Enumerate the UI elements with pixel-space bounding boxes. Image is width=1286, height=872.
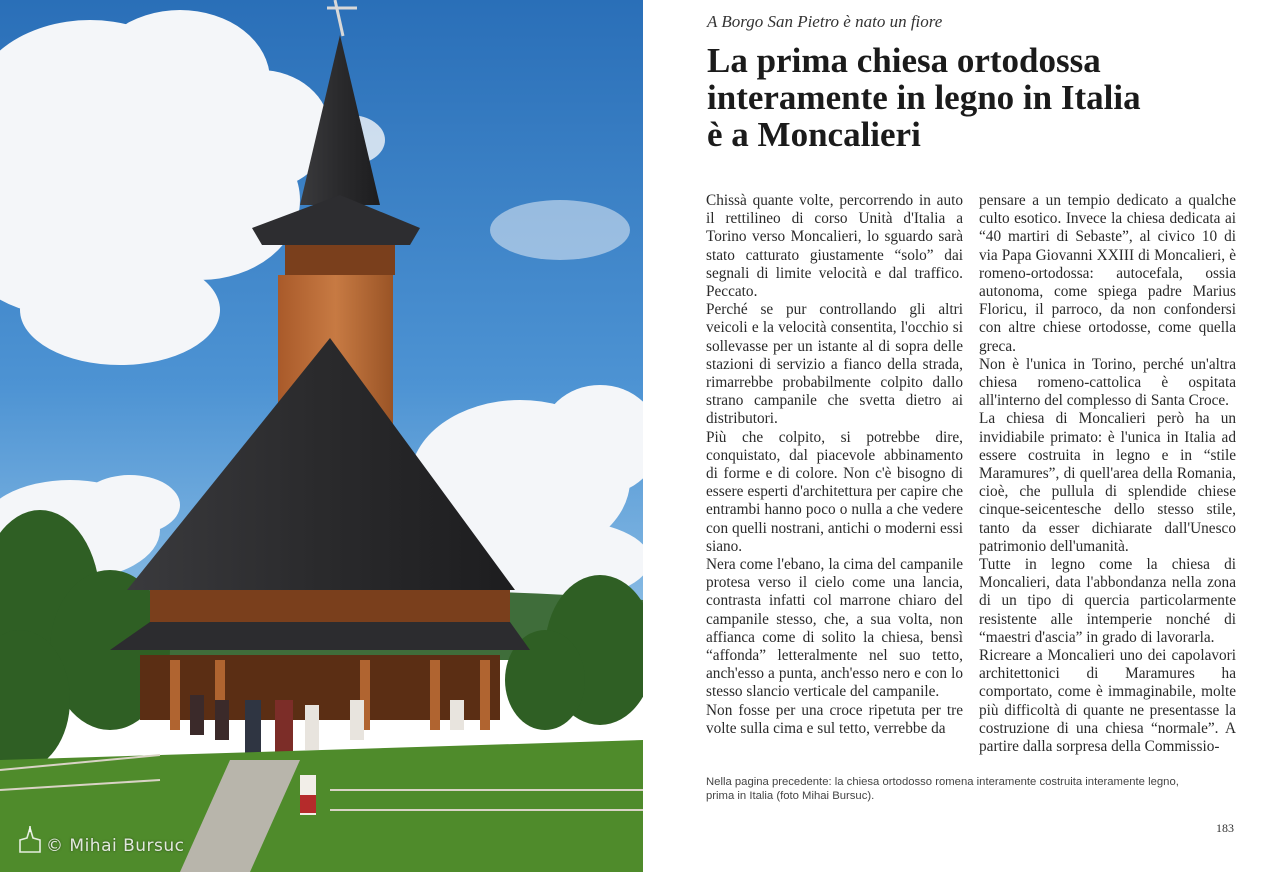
- article-title: [707, 42, 1267, 153]
- photo-credit-watermark: © Mihai Bursuc: [46, 836, 185, 856]
- paragraph: Chissà quante volte, percorrendo in auto il rettilineo di corso Unità d'Italia a Torino verso Moncalieri, lo sguardo sarà stato catturato giustamente “solo” dai segnali di limite velocità e dal traffico. Peccato.: [706, 192, 963, 301]
- photo-caption: [706, 775, 1226, 803]
- paragraph: pensare a un tempio dedicato a qualche culto esotico. Invece la chiesa dedicata ai “40 martiri di Sebaste”, al civico 10 di via Papa Giovanni XXIII di Moncalieri, è romeno-ortodossa: autocefala, ossia autonoma, come spiega padre Marius Floricu, il parroco, da non confondersi con altre chiese ortodosse, come quella greca.: [979, 192, 1236, 355]
- article-column-left: [706, 192, 963, 738]
- lower-roof: [110, 622, 530, 650]
- paragraph: Perché se pur controllando gli altri veicoli e la velocità consentita, l'occhio si sollevasse per un istante al di sopra delle stazioni di servizio a fianco della strada, rimarrebbe probabilmente colpito dallo strano campanile che svetta dietro ai distributori.: [706, 301, 963, 428]
- paragraph: Più che colpito, si potrebbe dire, conquistato, dal piacevole abbinamento di forme e di colore. Non c'è bisogno di essere esperti d'architettura per capire che entrambi hanno poco o nulla a che vedere con quelli nostrani, antichi o moderni essi siano.: [706, 428, 963, 555]
- paragraph: Nera come l'ebano, la cima del campanile protesa verso il cielo come una lancia, contrasta infatti col marrone chiaro del campanile stesso, che, a sua volta, non affianca come di solito la chiesa, bensì “affonda” letteralmente nel suo tetto, anch'esso a punta, anch'esso nero e con lo stesso slancio verticale del campanile.: [706, 556, 963, 701]
- paragraph: La chiesa di Moncalieri però ha un invidiabile primato: è l'unica in Italia ad essere costruita in legno e in “stile Maramures”, di quell'area della Romania, cioè, che pullula di splendide chiese cinque-seicentesche dello stesso stile, tanto da esser dichiarate dall'Unesco patrimonio dell'umanità.: [979, 410, 1236, 555]
- paragraph: Tutte in legno come la chiesa di Moncalieri, data l'abbondanza nella zona di un tipo di quercia particolarmente resistente alle intemperie nonché di “maestri d'ascia” in grado di lavorarla.: [979, 556, 1236, 646]
- caption-line: prima in Italia (foto Mihai Bursuc).: [706, 790, 875, 802]
- page-number: 183: [1216, 821, 1234, 835]
- paragraph: Ricreare a Moncalieri uno dei capolavori architettonici di Maramures ha comportato, come è immaginabile, molte più difficoltà di quante ne presentasse la costruzione di una chiesa “normale”. A partire dalla sorpresa della Commissio-: [979, 647, 1236, 756]
- title-line: interamente in legno in Italia: [707, 78, 1141, 117]
- watermark-logo-icon: [16, 826, 44, 856]
- article-kicker: A Borgo San Pietro è nato un fiore: [707, 12, 943, 31]
- title-line: è a Moncalieri: [707, 115, 921, 154]
- title-line: La prima chiesa ortodossa: [707, 41, 1101, 80]
- caption-line: Nella pagina precedente: la chiesa ortodosso romena interamente costruita interamente legno,: [706, 776, 1179, 788]
- paragraph: Non è l'unica in Torino, perché un'altra chiesa romeno-cattolica è ospitata all'interno del complesso di Santa Croce.: [979, 355, 1236, 410]
- paragraph: Non fosse per una croce ripetuta per tre volte sulla cima e sul tetto, verrebbe da: [706, 701, 963, 737]
- article-column-right: [979, 192, 1236, 756]
